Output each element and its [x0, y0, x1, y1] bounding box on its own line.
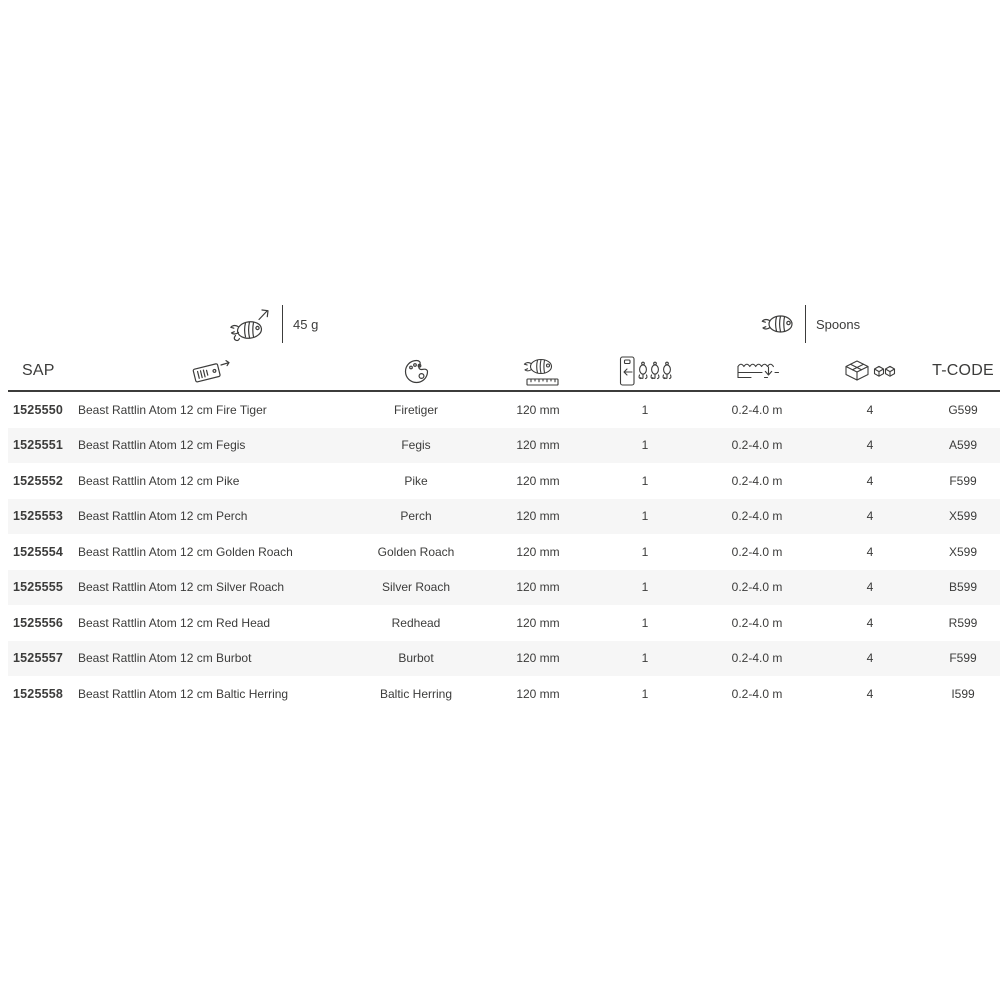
length-value: 120 mm: [516, 651, 560, 666]
depth-value: 0.2-4.0 m: [731, 580, 783, 595]
carton-quantity-icon: [814, 356, 926, 386]
depth-value: 0.2-4.0 m: [731, 686, 783, 701]
qty-value: 1: [641, 402, 649, 417]
table-row: [8, 499, 1000, 535]
product-name: Beast Rattlin Atom 12 cm Baltic Herring: [78, 686, 289, 701]
length-value: 120 mm: [516, 509, 560, 524]
product-name: Beast Rattlin Atom 12 cm Pike: [78, 473, 240, 488]
qty-value: 1: [641, 438, 649, 453]
length-value: 120 mm: [516, 473, 560, 488]
table-row: [8, 428, 1000, 464]
carton-value: 4: [866, 509, 874, 524]
carton-value: 4: [866, 473, 874, 488]
carton-value: 4: [866, 544, 874, 559]
sap-value: 1525553: [13, 509, 64, 524]
carton-value: 4: [866, 686, 874, 701]
tcode-value: R599: [948, 615, 978, 630]
table-row: [8, 463, 1000, 499]
color-value: Silver Roach: [381, 580, 451, 595]
qty-value: 1: [641, 580, 649, 595]
product-name: Beast Rattlin Atom 12 cm Perch: [78, 509, 248, 524]
sap-value: 1525557: [13, 651, 64, 666]
qty-value: 1: [641, 651, 649, 666]
tcode-column-header: T-CODE: [932, 362, 994, 379]
table-header: [8, 352, 1000, 392]
product-name: Beast Rattlin Atom 12 cm Fire Tiger: [78, 402, 267, 417]
pack-hooks-icon: [590, 353, 700, 389]
table-row: [8, 534, 1000, 570]
carton-value: 4: [866, 402, 874, 417]
sap-column-header: SAP: [22, 362, 55, 379]
length-value: 120 mm: [516, 402, 560, 417]
depth-value: 0.2-4.0 m: [731, 473, 783, 488]
color-value: Fegis: [401, 438, 431, 453]
length-value: 120 mm: [516, 686, 560, 701]
lure-type-value: Spoons: [816, 316, 861, 332]
tcode-value: I599: [951, 686, 975, 701]
spec-divider: [805, 305, 806, 343]
tcode-value: X599: [948, 509, 978, 524]
color-value: Perch: [400, 509, 432, 524]
carton-value: 4: [866, 615, 874, 630]
fish-length-icon: [486, 355, 590, 388]
depth-value: 0.2-4.0 m: [731, 651, 783, 666]
length-value: 120 mm: [516, 615, 560, 630]
depth-value: 0.2-4.0 m: [731, 438, 783, 453]
color-value: Golden Roach: [377, 544, 455, 559]
depth-value: 0.2-4.0 m: [731, 402, 783, 417]
tag-icon: [76, 357, 346, 385]
product-name: Beast Rattlin Atom 12 cm Burbot: [78, 651, 252, 666]
qty-value: 1: [641, 473, 649, 488]
casting-weight-fish-icon: [228, 304, 274, 344]
qty-value: 1: [641, 615, 649, 630]
qty-value: 1: [641, 509, 649, 524]
tcode-value: B599: [948, 580, 978, 595]
lure-fish-icon: [757, 310, 797, 338]
sap-value: 1525552: [13, 473, 64, 488]
color-value: Burbot: [398, 651, 434, 666]
qty-value: 1: [641, 544, 649, 559]
tcode-value: A599: [948, 438, 978, 453]
product-name: Beast Rattlin Atom 12 cm Fegis: [78, 438, 246, 453]
depth-value: 0.2-4.0 m: [731, 615, 783, 630]
qty-value: 1: [641, 686, 649, 701]
tcode-value: F599: [949, 651, 977, 666]
product-name: Beast Rattlin Atom 12 cm Golden Roach: [78, 544, 293, 559]
casting-weight-spec: [228, 303, 318, 345]
sap-value: 1525554: [13, 544, 64, 559]
color-value: Redhead: [391, 615, 441, 630]
length-value: 120 mm: [516, 438, 560, 453]
length-value: 120 mm: [516, 580, 560, 595]
color-value: Baltic Herring: [379, 686, 453, 701]
length-value: 120 mm: [516, 544, 560, 559]
table-row: [8, 641, 1000, 677]
product-name: Beast Rattlin Atom 12 cm Red Head: [78, 615, 271, 630]
table-row: [8, 392, 1000, 428]
color-value: Pike: [404, 473, 428, 488]
sap-value: 1525558: [13, 686, 64, 701]
depth-value: 0.2-4.0 m: [731, 544, 783, 559]
sap-value: 1525550: [13, 402, 64, 417]
palette-icon: [346, 357, 486, 386]
table-row: [8, 570, 1000, 606]
tcode-value: G599: [948, 402, 978, 417]
product-table: [8, 352, 1000, 712]
running-depth-icon: [700, 358, 814, 384]
carton-value: 4: [866, 580, 874, 595]
carton-value: 4: [866, 438, 874, 453]
sap-value: 1525555: [13, 580, 64, 595]
sap-value: 1525556: [13, 615, 64, 630]
casting-weight-value: 45 g: [293, 316, 319, 332]
color-value: Firetiger: [393, 402, 438, 417]
product-name: Beast Rattlin Atom 12 cm Silver Roach: [78, 580, 285, 595]
lure-type-spec: [757, 303, 860, 345]
table-body: [8, 392, 1000, 712]
spec-divider: [282, 305, 283, 343]
table-row: [8, 605, 1000, 641]
tcode-value: F599: [949, 473, 977, 488]
depth-value: 0.2-4.0 m: [731, 509, 783, 524]
tcode-value: X599: [948, 544, 978, 559]
sap-value: 1525551: [13, 438, 64, 453]
carton-value: 4: [866, 651, 874, 666]
table-row: [8, 676, 1000, 712]
